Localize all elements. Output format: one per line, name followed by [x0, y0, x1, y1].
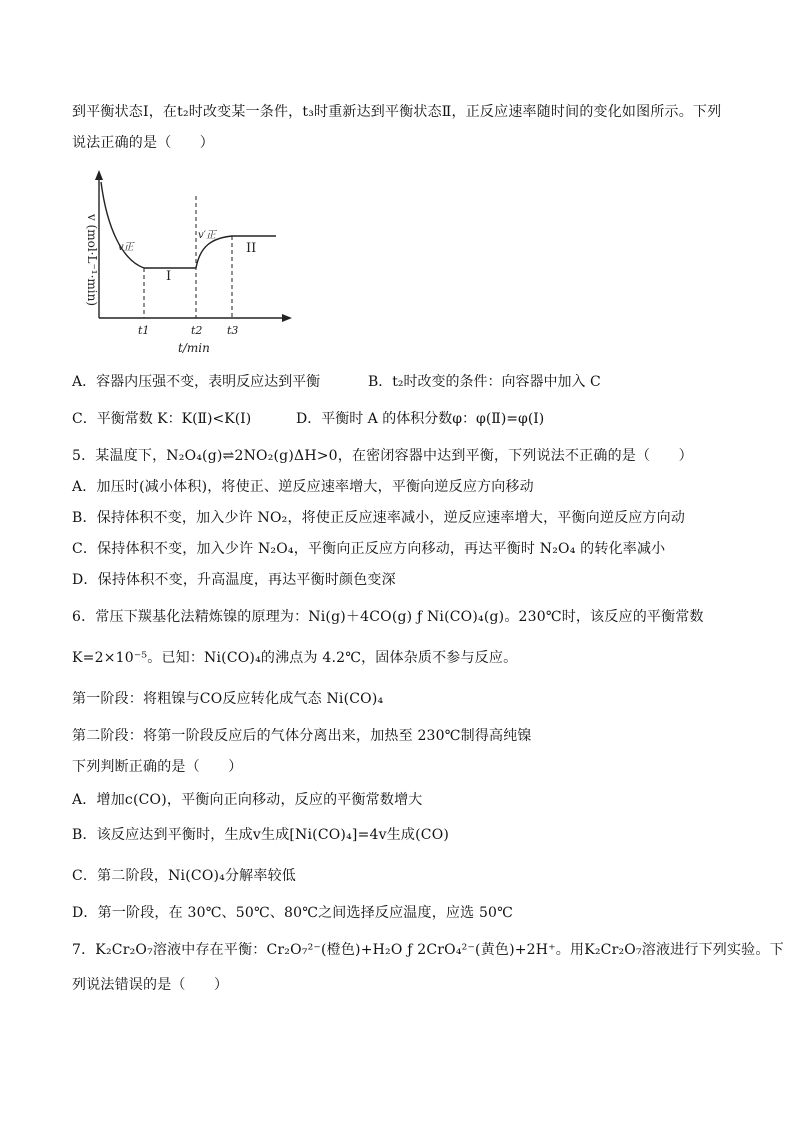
q4-stem-line2: 说法正确的是（ ） [72, 135, 214, 151]
q5-stem: 5．某温度下，N₂O₄(g)⇌2NO₂(g)ΔH>0，在密闭容器中达到平衡，下列说法不正确的是（ ） [72, 448, 693, 464]
q5-option-a: A．加压时(减小体积)，将使正、逆反应速率增大，平衡向逆反应方向移动 [72, 479, 534, 495]
q6-stage-1: 第一阶段：将粗镍与CO反应转化成气态 Ni(CO)₄ [72, 691, 384, 707]
q4-option-c: C．平衡常数 K：K(Ⅱ)<K(Ⅰ) [72, 411, 252, 427]
q6-stage-2: 第二阶段：将第一阶段反应后的气体分离出来，加热至 230℃制得高纯镍 [72, 728, 532, 744]
q7-stem-2: 列说法错误的是（ ） [72, 977, 229, 993]
y-axis-arrow [95, 170, 103, 180]
q4-option-a: A．容器内压强不变，表明反应达到平衡 [72, 374, 321, 390]
region-label-1: I [166, 269, 172, 284]
rate-time-graph [74, 168, 294, 358]
tick-t1: t1 [138, 324, 150, 337]
region-label-2: II [246, 241, 257, 256]
q6-option-b: B．该反应达到平衡时，生成v生成[Ni(CO)₄]=4v生成(CO) [72, 827, 450, 843]
q4-option-b: B．t₂时改变的条件：向容器中加入 C [368, 374, 601, 390]
q7-stem: 7．K₂Cr₂O₇溶液中存在平衡：Cr₂O₇²⁻(橙色)+H₂O ƒ 2CrO₄²⁻(黄色)+2H⁺。用K₂Cr₂O₇溶液进行下列实验。下 [72, 942, 784, 958]
q6-stem-2: K=2×10⁻⁵。已知：Ni(CO)₄的沸点为 4.2℃，固体杂质不参与反应。 [72, 650, 518, 666]
curve-label-v: v正 [118, 242, 134, 253]
q6-option-c: C．第二阶段，Ni(CO)₄分解率较低 [72, 868, 296, 884]
q4-option-d: D．平衡时 A 的体积分数φ：φ(Ⅱ)=φ(Ⅰ) [296, 411, 545, 427]
q5-option-d: D．保持体积不变，升高温度，再达平衡时颜色变深 [72, 572, 396, 588]
y-axis-label: v (mol·L⁻¹·min) [85, 213, 99, 307]
q6-stem: 6．常压下羰基化法精炼镍的原理为：Ni(g)＋4CO(g) ƒ Ni(CO)₄(g)。230℃时，该反应的平衡常数 [72, 609, 704, 625]
q5-option-b: B．保持体积不变，加入少许 NO₂，将使正反应速率减小，逆反应速率增大，平衡向逆反应方向动 [72, 510, 686, 526]
x-axis-label: t/min [178, 341, 210, 355]
tick-t3: t3 [227, 324, 239, 337]
tick-t2: t2 [191, 324, 203, 337]
q4-stem-line1: 到平衡状态Ⅰ，在t₂时改变某一条件，t₃时重新达到平衡状态Ⅱ，正反应速率随时间的变化如图所示。下列 [72, 104, 722, 120]
q6-question: 下列判断正确的是（ ） [72, 759, 243, 775]
q6-option-d: D．第一阶段，在 30℃、50℃、80℃之间选择反应温度，应选 50℃ [72, 905, 514, 921]
q6-option-a: A．增加c(CO)，平衡向正向移动，反应的平衡常数增大 [72, 792, 423, 808]
curve-label-v-prime: v′正 [198, 230, 216, 241]
x-axis-arrow [282, 314, 292, 322]
q5-option-c: C．保持体积不变，加入少许 N₂O₄，平衡向正反应方向移动，再达平衡时 N₂O₄ 的转化率减小 [72, 541, 666, 557]
curve-v-forward [101, 182, 196, 268]
